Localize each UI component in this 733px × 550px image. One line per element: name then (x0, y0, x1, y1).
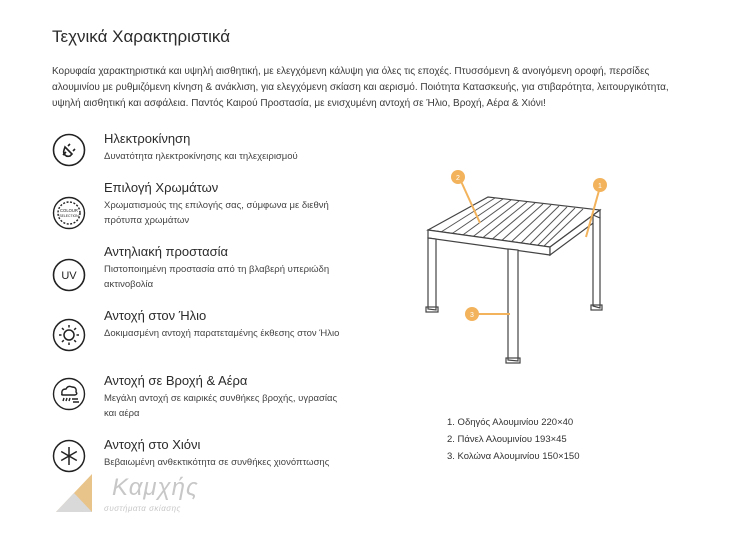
diagram-legend (447, 414, 580, 465)
uv-icon-text: UV (61, 270, 77, 282)
feature-desc: Χρωματισμούς της επιλογής σας, σύμφωνα με διεθνή πρότυπα χρωμάτων (104, 200, 329, 226)
feature-uv (52, 244, 352, 294)
plug-icon (52, 133, 86, 167)
logo-tagline: συστήματα σκίασης (104, 504, 181, 513)
marker-1: 1 (598, 183, 602, 190)
feature-title: Αντοχή στον Ήλιο (104, 308, 207, 323)
feature-rain-wind (52, 373, 352, 423)
feature-desc: Βεβαιωμένη ανθεκτικότητα σε συνθήκες χιονόπτωσης (104, 457, 330, 468)
intro-paragraph: Κορυφαία χαρακτηριστικά και υψηλή αισθητική, με ελεγχόμενη κάλυψη για όλες τις εποχές. Πτυσσόμενη & ανοιγόμενη οροφή, περσίδες αλουμινίου με ρυθμιζόμενη κίνηση & ανάκλιση, για ελεγχόμενη σκίαση και αερισμό. Ποιότητα Κατασκευής, για στιβαρότητα, λειτουργικότητα, υψηλή αισθητική και ασφάλεια. Παντός Καιρού Προστασία, με ενισχυμένη αντοχή σε Ήλιο, Βροχή, Αέρα & Χιόνι! (52, 66, 669, 109)
legend-item-3: 3. Κολώνα Αλουμινίου 150×150 (447, 451, 580, 462)
feature-sun (52, 308, 352, 358)
feature-title: Αντοχή σε Βροχή & Αέρα (104, 373, 248, 388)
feature-electric (52, 131, 352, 181)
feature-title: Επιλογή Χρωμάτων (104, 180, 219, 195)
legend-item-2: 2. Πάνελ Αλουμινίου 193×45 (447, 434, 567, 445)
feature-title: Αντοχή στο Χιόνι (104, 437, 201, 452)
colour-icon-text-1: COLOUR (60, 208, 78, 213)
feature-title: Αντηλιακή προστασία (104, 244, 229, 259)
marker-2: 2 (456, 175, 460, 182)
feature-title: Ηλεκτροκίνηση (104, 131, 191, 146)
snowflake-icon (52, 439, 86, 473)
marker-3: 3 (470, 312, 474, 319)
feature-desc: Πιστοποιημένη προστασία από τη βλαβερή υπεριώδη ακτινοβολία (104, 264, 330, 290)
page-title: Τεχνικά Χαρακτηριστικά (52, 27, 231, 46)
feature-desc: Δυνατότητα ηλεκτροκίνησης και τηλεχειρισμού (104, 151, 298, 162)
legend-item-1: 1. Οδηγός Αλουμινίου 220×40 (447, 417, 574, 428)
brand-logo (52, 470, 222, 516)
uv-icon (52, 258, 86, 292)
feature-desc: Μεγάλη αντοχή σε καιρικές συνθήκες βροχής, υγρασίας και αέρα (104, 393, 338, 419)
rain-wind-icon (52, 377, 86, 411)
feature-desc: Δοκιμασμένη αντοχή παρατεταμένης έκθεσης στον Ήλιο (104, 328, 340, 339)
sun-icon (52, 318, 86, 352)
logo-name: Καμχής (112, 474, 199, 501)
colour-selection-icon (52, 196, 86, 230)
pergola-diagram (400, 165, 620, 375)
feature-colours (52, 180, 352, 230)
colour-icon-text-2: SELECTION (59, 214, 79, 218)
logo-mark-icon (52, 470, 98, 516)
